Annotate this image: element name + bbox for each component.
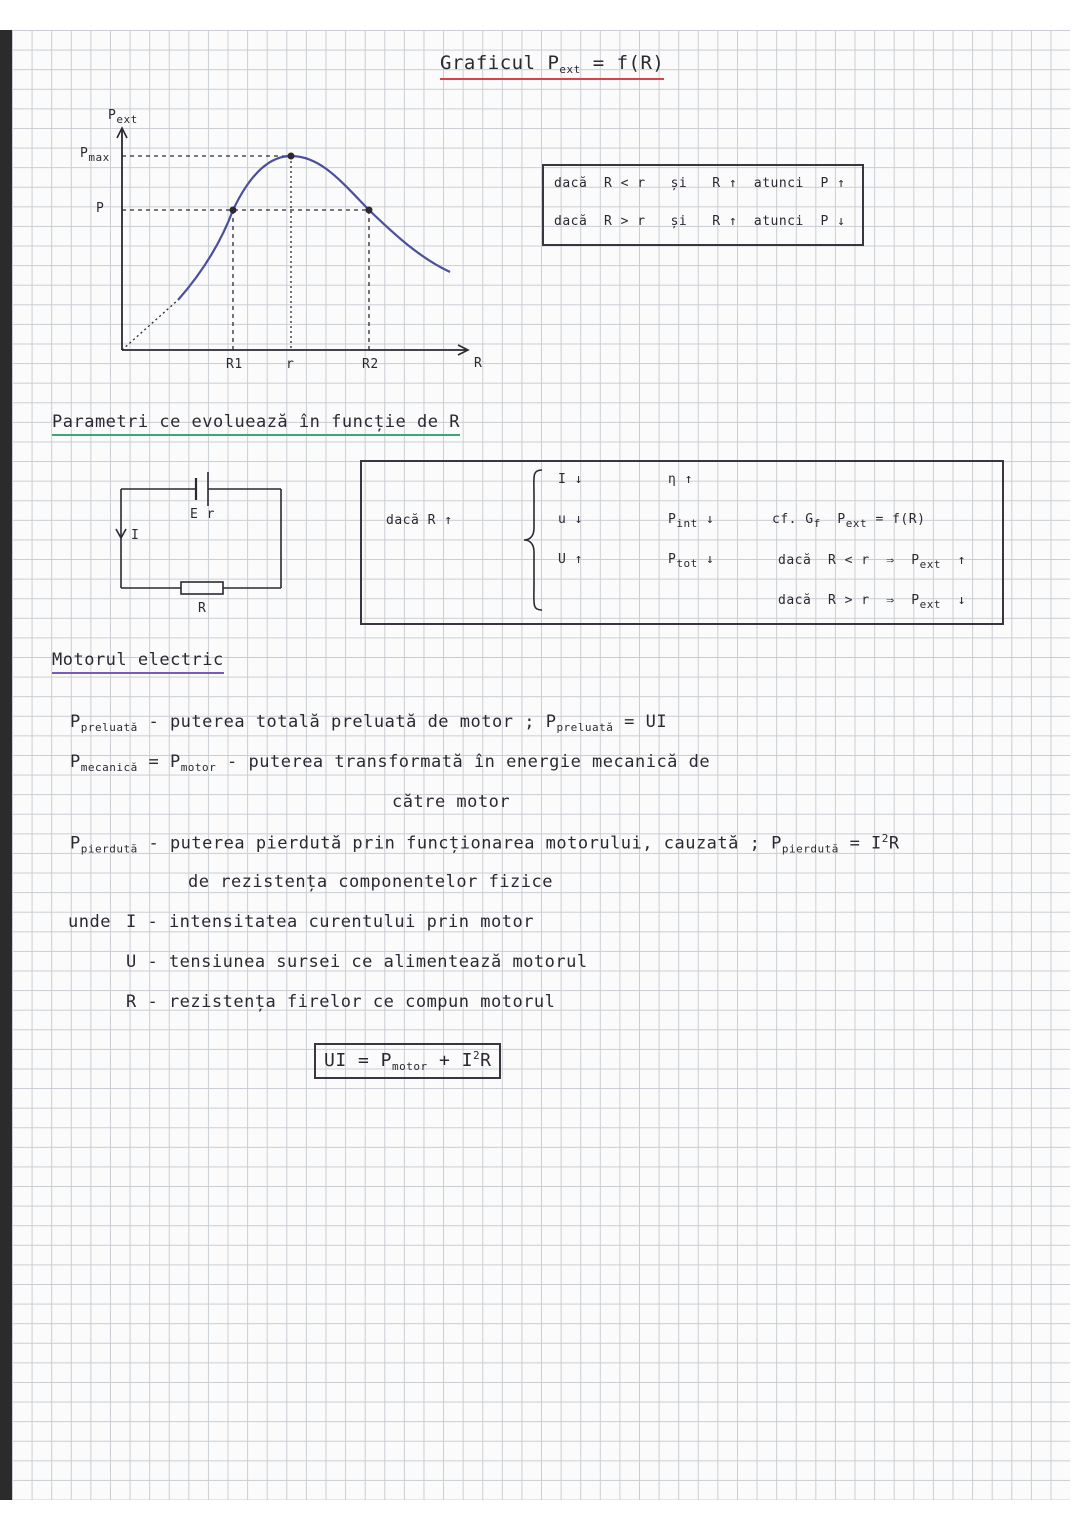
p-label: P: [96, 201, 105, 216]
tick-label-r2: R2: [362, 357, 379, 372]
motor-line-preluata: $P_{preluată}$ - puterea totală preluată de motor ; $P_{preluată}$ = UI: [70, 712, 668, 734]
y-axis-label: $P_{ext}$: [108, 108, 138, 126]
tick-label-r: r: [286, 357, 295, 372]
current-label: I: [131, 528, 140, 543]
title-symbol: P: [547, 52, 560, 74]
title-suffix: = f(R): [580, 52, 665, 74]
param-cf: cf. $G_f$ $P_{ext} = f(R)$: [772, 512, 926, 530]
where-u: U - tensiunea sursei ce alimentează motorul: [126, 952, 588, 972]
motor-line-pierduta: $P_{pierdută}$ - puterea pierdută prin funcționarea motorului, cauzată ; $P_{pierdută} = I^2R$: [70, 832, 900, 856]
section-title-motor: Motorul electric: [52, 650, 224, 674]
title-prefix: Graficul: [440, 52, 536, 74]
rule-row-1: dacă R < r și R ↑ atunci P ↑: [554, 176, 846, 191]
pmax-label: $P_{max}$: [80, 146, 110, 164]
x-axis-label: R: [474, 356, 483, 371]
section-title-params: Parametri ce evoluează în funcție de R: [52, 412, 460, 436]
param-i: I ↓: [558, 472, 583, 487]
circuit-diagram: [0, 0, 320, 620]
params-condition: dacă R ↑: [386, 513, 453, 528]
rule-row-2: dacă R > r și R ↑ atunci P ↓: [554, 214, 846, 229]
point-r2: [366, 207, 373, 214]
param-u-small: u ↓: [558, 512, 583, 527]
title-subscript: ext: [559, 63, 581, 76]
param-pint: $P_{int}$ ↓: [668, 512, 715, 530]
where-r: R - rezistența firelor ce compun motorul: [126, 992, 556, 1012]
motor-line-mecanica-cont: către motor: [392, 792, 511, 812]
param-case-2: dacă R > r ⇒ $P_{ext}$ ↓: [778, 593, 966, 611]
resistor-label: R: [198, 601, 207, 616]
motor-formula-box: UI = $P_{motor} + I^2R$: [314, 1043, 501, 1079]
curly-brace: [520, 466, 550, 614]
motor-line-pierduta-cont: de rezistența componentelor fizice: [188, 872, 553, 892]
rule-box: [542, 164, 864, 246]
param-u-big: U ↑: [558, 552, 583, 567]
param-ptot: $P_{tot}$ ↓: [668, 552, 715, 570]
param-case-1: dacă R < r ⇒ $P_{ext}$ ↑: [778, 553, 966, 571]
source-label: E r: [190, 507, 215, 522]
param-eta: η ↑: [668, 472, 693, 487]
where-i: I - intensitatea curentului prin motor: [126, 912, 534, 932]
tick-label-r1: R1: [226, 357, 243, 372]
where-lead: unde: [68, 912, 111, 932]
motor-line-mecanica: $P_{mecanică} = P_{motor}$ - puterea transformată în energie mecanică de: [70, 752, 711, 774]
